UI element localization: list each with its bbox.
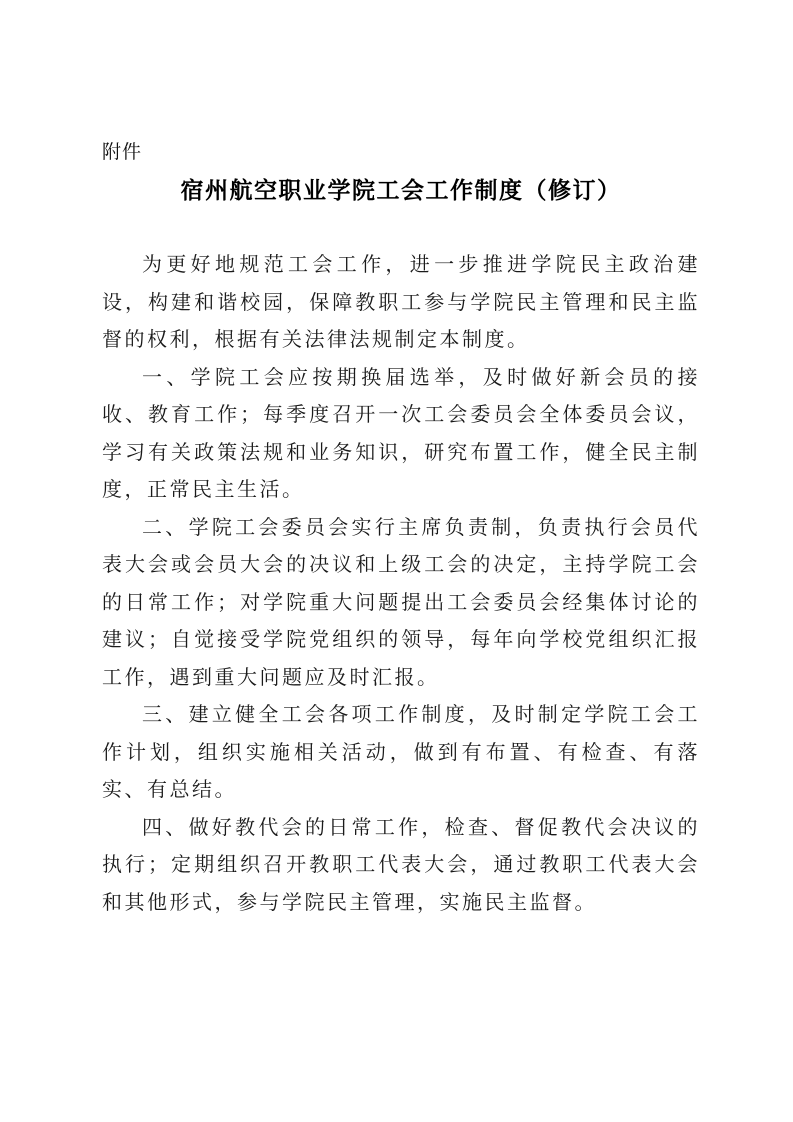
- attachment-label: 附件: [102, 142, 143, 163]
- document-title: 宿州航空职业学院工会工作制度（修订）: [180, 178, 622, 203]
- document-body: [102, 247, 700, 922]
- paragraph-item-3: 三、建立健全工会各项工作制度，及时制定学院工会工作计划，组织实施相关活动，做到有布置、有检查、有落实、有总结。: [102, 704, 700, 801]
- paragraph-intro: 为更好地规范工会工作，进一步推进学院民主政治建设，构建和谐校园，保障教职工参与学院民主管理和民主监督的权利，根据有关法律法规制定本制度。: [102, 254, 700, 351]
- paragraph-item-1: 一、学院工会应按期换届选举，及时做好新会员的接收、教育工作；每季度召开一次工会委员会全体委员会议，学习有关政策法规和业务知识，研究布置工作，健全民主制度，正常民主生活。: [102, 366, 700, 501]
- document-content: [102, 140, 700, 922]
- paragraph-item-2: 二、学院工会委员会实行主席负责制，负责执行会员代表大会或会员大会的决议和上级工会的决定，主持学院工会的日常工作；对学院重大问题提出工会委员会经集体讨论的建议；自觉接受学院党组织的领导，每年向学校党组织汇报工作，遇到重大问题应及时汇报。: [102, 516, 700, 689]
- paragraph-item-4: 四、做好教代会的日常工作，检查、督促教代会决议的执行；定期组织召开教职工代表大会，通过教职工代表大会和其他形式，参与学院民主管理，实施民主监督。: [102, 816, 700, 914]
